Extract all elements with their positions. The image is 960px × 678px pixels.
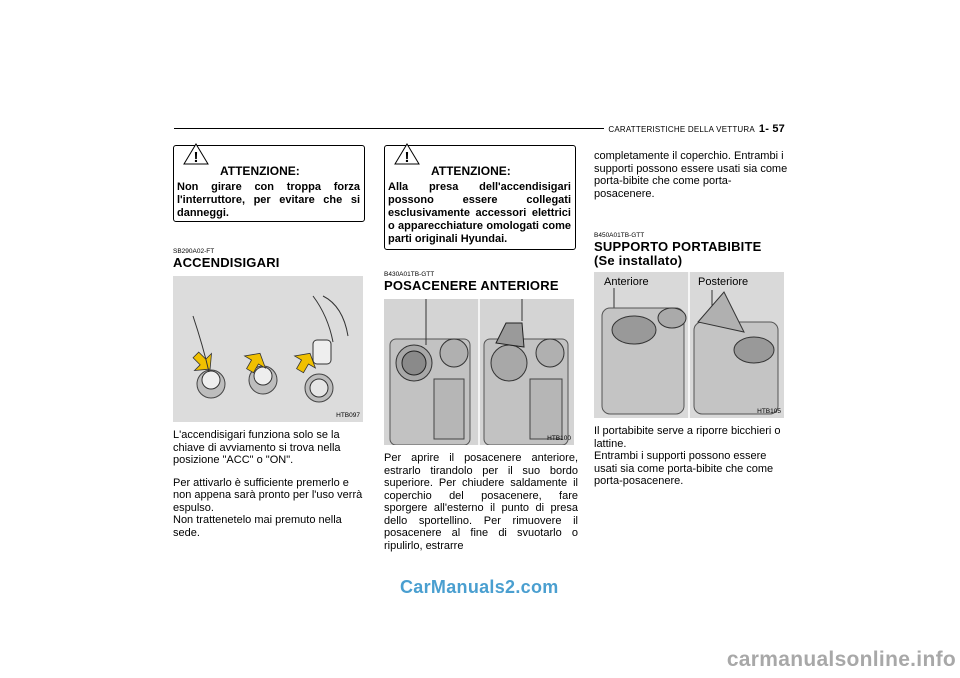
ashtray-illustration bbox=[384, 299, 574, 445]
paragraph: Il portabibite serve a riporre bicchieri o lattine. bbox=[594, 425, 781, 450]
paragraph: L'accendisigari funziona solo se la chiave di avviamento si trova nella posizione "ACC" o "ON". bbox=[173, 429, 341, 466]
page-header bbox=[604, 123, 785, 135]
section-code: B450A01TB-GTT bbox=[594, 232, 645, 239]
warning-title: ATTENZIONE: bbox=[220, 164, 300, 178]
warning-triangle-icon bbox=[394, 143, 420, 165]
body-text bbox=[594, 425, 788, 488]
figure-label: HTB097 bbox=[336, 412, 360, 419]
section-code: B430A01TB-GTT bbox=[384, 271, 435, 278]
section-subtitle: (Se installato) bbox=[594, 253, 683, 268]
figure-label-rear: Posteriore bbox=[698, 276, 749, 288]
section-code: SB290A02-FT bbox=[173, 248, 215, 255]
body-text bbox=[173, 429, 367, 539]
cup-holder-illustration bbox=[594, 272, 784, 418]
warning-text: Alla presa dell'accendisigari possono essere collegati esclusivamente accessori elettrici o apparecchiature omologati come parti originali Hyundai. bbox=[388, 181, 571, 245]
section-title: POSACENERE ANTERIORE bbox=[384, 278, 559, 293]
column-right bbox=[594, 145, 788, 488]
figure-label: HTB105 bbox=[757, 408, 781, 415]
section-title: ACCENDISIGARI bbox=[173, 255, 280, 270]
paragraph: Per aprire il posacenere anteriore, estrarlo tirandolo per il suo bordo superiore. Per chiudere saldamente il coperchio del posacenere, fare sporgere all'esterno il punto di presa dello sportellino. Per rimuovere il posacenere al fine di svuotarlo o ripulirlo, estrarre bbox=[384, 452, 578, 552]
footer-watermark: carmanualsonline.info bbox=[726, 648, 956, 671]
header-title: CARATTERISTICHE DELLA VETTURA bbox=[608, 125, 755, 134]
warning-text: Non girare con troppa forza l'interruttore, per evitare che si danneggi. bbox=[177, 181, 360, 219]
paragraph: Per attivarlo è sufficiente premerlo e non appena sarà pronto per l'uso verrà espulso. bbox=[173, 476, 363, 514]
page-number: 1- 57 bbox=[758, 123, 785, 135]
paragraph: completamente il coperchio. Entrambi i supporti possono essere usati sia come porta-bibite che come porta-posacenere. bbox=[594, 150, 788, 200]
body-text bbox=[384, 452, 578, 552]
column-left bbox=[173, 145, 367, 539]
figure-label: HTB100 bbox=[547, 435, 571, 442]
section-title: SUPPORTO PORTABIBITE bbox=[594, 239, 762, 254]
paragraph: Non trattenetelo mai premuto nella sede. bbox=[173, 514, 342, 539]
paragraph: Entrambi i supporti possono essere usati sia come porta-bibite che come porta-posacenere. bbox=[594, 450, 774, 487]
figure-ashtray bbox=[384, 299, 574, 445]
figure-cigarette-lighter bbox=[173, 276, 363, 422]
watermark: CarManuals2.com bbox=[400, 577, 559, 597]
svg-text:!: ! bbox=[404, 149, 410, 165]
figure-label-front: Anteriore bbox=[604, 276, 649, 288]
column-middle bbox=[384, 145, 578, 552]
warning-triangle-icon bbox=[183, 143, 209, 165]
figure-cup-holder bbox=[594, 272, 784, 418]
warning-title: ATTENZIONE: bbox=[431, 164, 511, 178]
svg-text:!: ! bbox=[193, 149, 199, 165]
warning-box bbox=[173, 145, 365, 222]
intro-text bbox=[594, 150, 788, 200]
cigarette-lighter-illustration bbox=[173, 276, 363, 422]
warning-box bbox=[384, 145, 576, 250]
